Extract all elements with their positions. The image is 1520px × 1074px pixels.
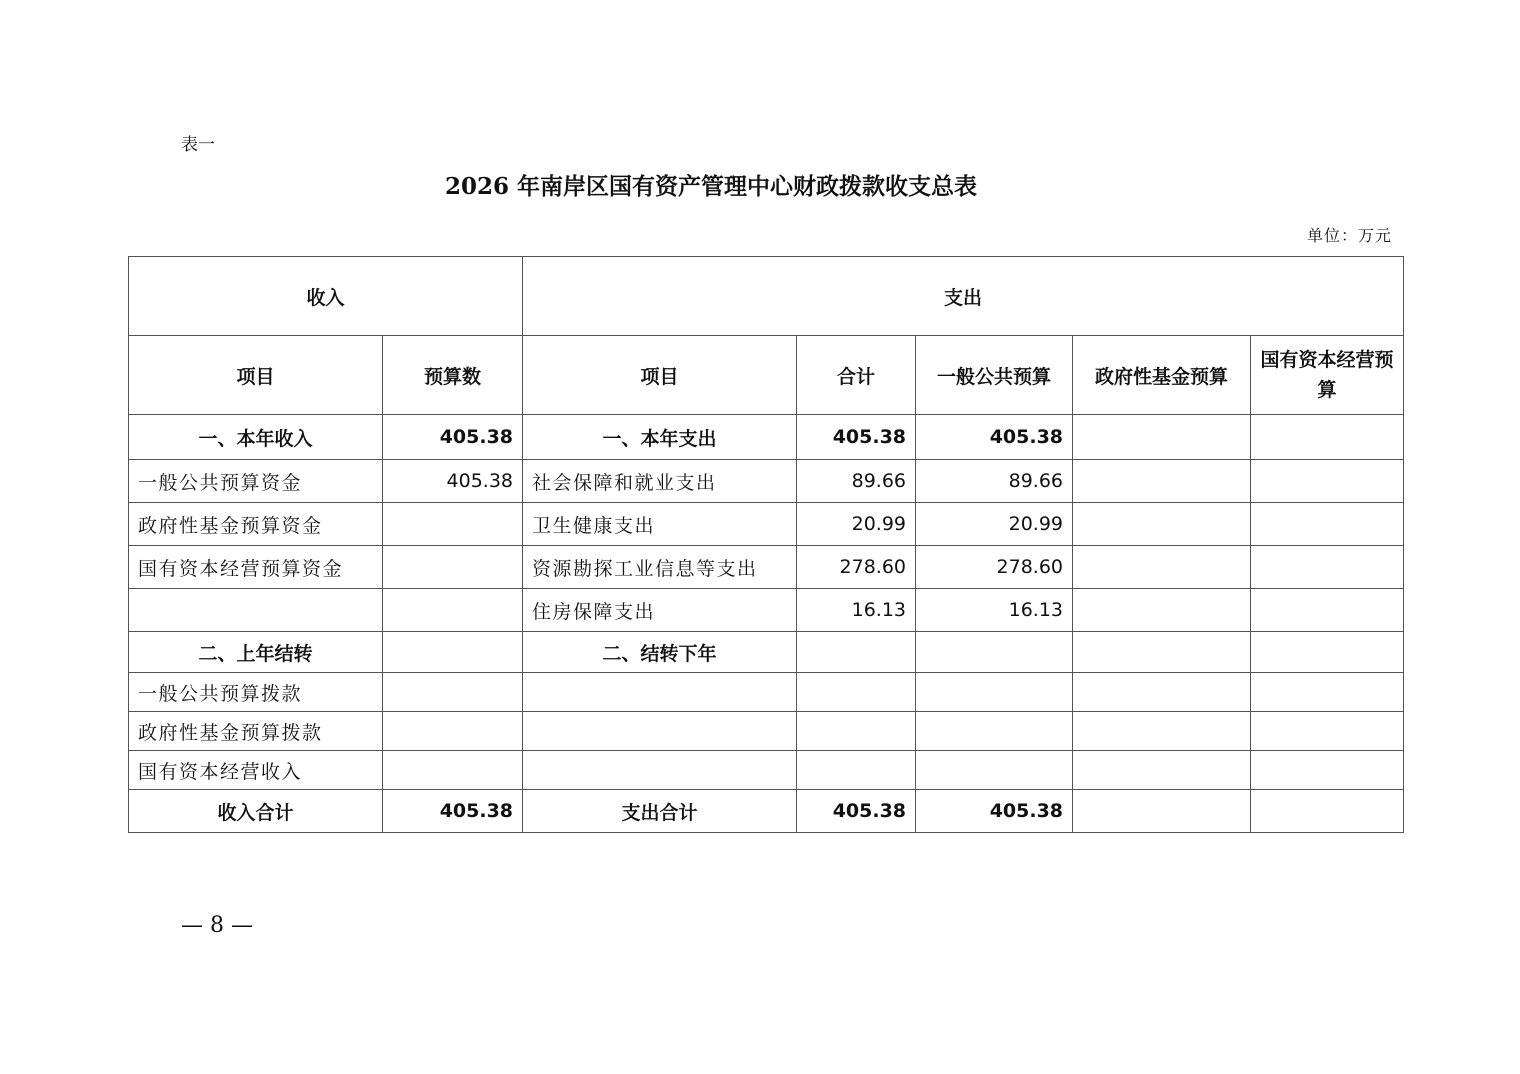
unit-label: 单位：万元: [1306, 226, 1392, 245]
table-row-section: [129, 415, 1404, 460]
income-budget-cell: [383, 503, 523, 546]
column-header-row: [129, 336, 1404, 415]
government-fund-budget-cell: [1073, 751, 1251, 790]
general-public-budget-cell: 16.13: [916, 589, 1073, 632]
table-row: [129, 712, 1404, 751]
total-cell: 89.66: [797, 460, 916, 503]
expense-total-label: 支出合计: [523, 790, 797, 833]
income-budget-cell: [383, 673, 523, 712]
income-item-cell: 一般公共预算资金: [129, 460, 383, 503]
state-capital-budget-cell: [1251, 751, 1404, 790]
state-capital-budget-cell: [1251, 546, 1404, 589]
total-cell: 278.60: [797, 546, 916, 589]
general-public-budget-cell: [916, 632, 1073, 673]
state-capital-budget-cell: [1251, 632, 1404, 673]
income-item-cell: 政府性基金预算资金: [129, 503, 383, 546]
income-item-cell: 国有资本经营收入: [129, 751, 383, 790]
expense-item-cell: 二、结转下年: [523, 632, 797, 673]
table-row: [129, 751, 1404, 790]
state-capital-budget-cell: [1251, 415, 1404, 460]
page-title: 2026 年南岸区国有资产管理中心财政拨款收支总表: [444, 173, 978, 200]
state-capital-budget-cell: [1251, 790, 1404, 833]
government-fund-budget-cell: [1073, 673, 1251, 712]
page-number: — 8 —: [181, 913, 253, 938]
total-cell: [797, 751, 916, 790]
expense-item-cell: 住房保障支出: [523, 589, 797, 632]
state-capital-budget-cell: [1251, 712, 1404, 751]
table-row-total: [129, 790, 1404, 833]
government-fund-budget-header: 政府性基金预算: [1073, 336, 1251, 415]
expense-item-cell: 一、本年支出: [523, 415, 797, 460]
income-item-cell: 一、本年收入: [129, 415, 383, 460]
table-row: [129, 503, 1404, 546]
total-cell: [797, 632, 916, 673]
total-cell: 20.99: [797, 503, 916, 546]
income-item-cell: [129, 589, 383, 632]
government-fund-budget-cell: [1073, 712, 1251, 751]
government-fund-budget-cell: [1073, 415, 1251, 460]
expense-item-cell: 资源勘探工业信息等支出: [523, 546, 797, 589]
income-total-label: 收入合计: [129, 790, 383, 833]
general-public-budget-cell: 89.66: [916, 460, 1073, 503]
income-group-header: 收入: [129, 257, 523, 336]
general-public-budget-cell: 405.38: [916, 415, 1073, 460]
state-capital-budget-header: 国有资本经营预算: [1251, 336, 1404, 415]
general-public-budget-cell: [916, 673, 1073, 712]
total-cell: [797, 673, 916, 712]
total-cell: 405.38: [797, 790, 916, 833]
expense-item-cell: [523, 673, 797, 712]
income-budget-cell: 405.38: [383, 460, 523, 503]
government-fund-budget-cell: [1073, 790, 1251, 833]
expense-item-header: 项目: [523, 336, 797, 415]
group-header-row: [129, 257, 1404, 336]
income-budget-cell: [383, 632, 523, 673]
income-budget-header: 预算数: [383, 336, 523, 415]
expense-item-cell: [523, 751, 797, 790]
government-fund-budget-cell: [1073, 632, 1251, 673]
income-budget-cell: [383, 751, 523, 790]
table-row: [129, 546, 1404, 589]
expense-group-header: 支出: [523, 257, 1404, 336]
government-fund-budget-cell: [1073, 460, 1251, 503]
total-header: 合计: [797, 336, 916, 415]
income-item-cell: 二、上年结转: [129, 632, 383, 673]
state-capital-budget-cell: [1251, 673, 1404, 712]
income-budget-cell: [383, 712, 523, 751]
table-row-section: [129, 632, 1404, 673]
table-row: [129, 460, 1404, 503]
table-row: [129, 589, 1404, 632]
table-row: [129, 673, 1404, 712]
state-capital-budget-cell: [1251, 503, 1404, 546]
income-budget-cell: 405.38: [383, 790, 523, 833]
income-budget-cell: 405.38: [383, 415, 523, 460]
government-fund-budget-cell: [1073, 589, 1251, 632]
general-public-budget-cell: 20.99: [916, 503, 1073, 546]
income-budget-cell: [383, 546, 523, 589]
state-capital-budget-cell: [1251, 589, 1404, 632]
government-fund-budget-cell: [1073, 546, 1251, 589]
general-public-budget-cell: 278.60: [916, 546, 1073, 589]
expense-item-cell: 卫生健康支出: [523, 503, 797, 546]
general-public-budget-cell: 405.38: [916, 790, 1073, 833]
total-cell: [797, 712, 916, 751]
expense-item-cell: 社会保障和就业支出: [523, 460, 797, 503]
income-item-cell: 政府性基金预算拨款: [129, 712, 383, 751]
general-public-budget-header: 一般公共预算: [916, 336, 1073, 415]
general-public-budget-cell: [916, 712, 1073, 751]
state-capital-budget-cell: [1251, 460, 1404, 503]
general-public-budget-cell: [916, 751, 1073, 790]
income-item-header: 项目: [129, 336, 383, 415]
income-budget-cell: [383, 589, 523, 632]
table-label: 表一: [181, 135, 215, 155]
total-cell: 16.13: [797, 589, 916, 632]
expense-item-cell: [523, 712, 797, 751]
government-fund-budget-cell: [1073, 503, 1251, 546]
income-item-cell: 一般公共预算拨款: [129, 673, 383, 712]
total-cell: 405.38: [797, 415, 916, 460]
income-item-cell: 国有资本经营预算资金: [129, 546, 383, 589]
budget-summary-table: [128, 256, 1404, 833]
